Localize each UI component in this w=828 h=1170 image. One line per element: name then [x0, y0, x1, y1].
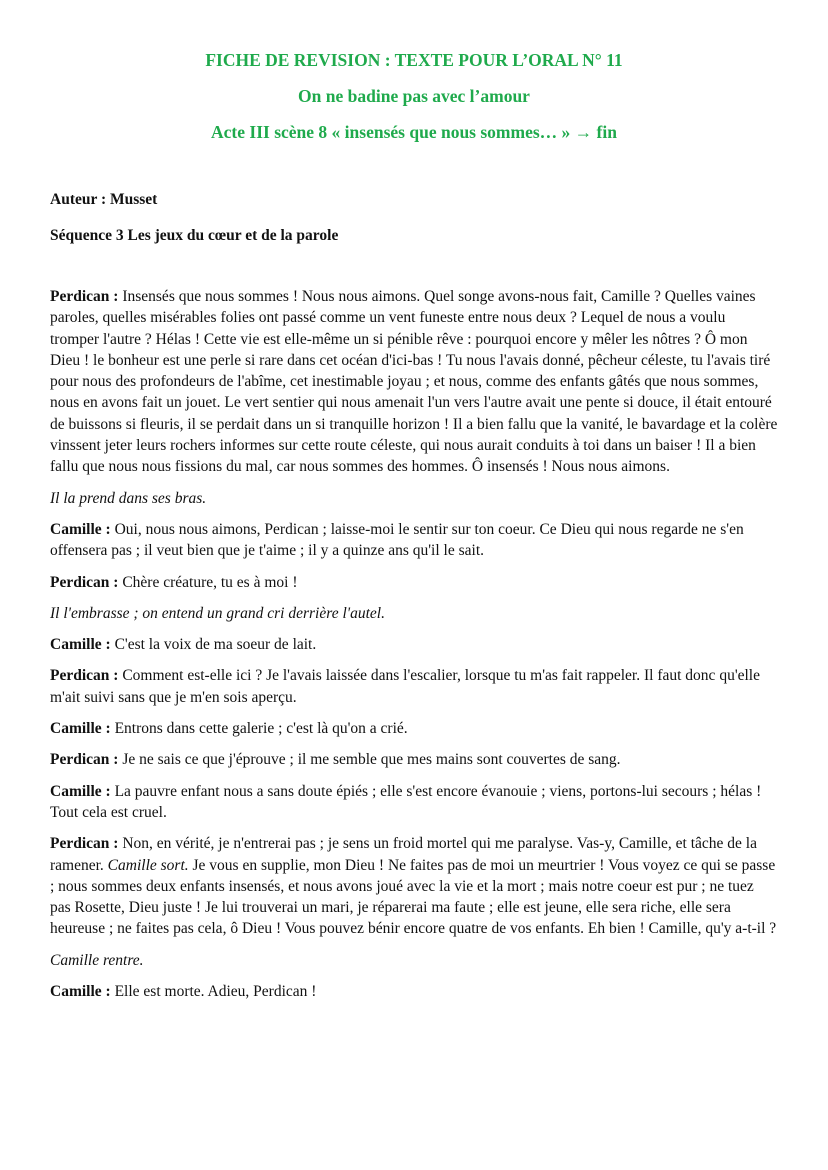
speaker: Perdican : [50, 751, 119, 769]
work-title: On ne badine pas avec l’amour [298, 86, 530, 106]
line-text: Comment est-elle ici ? Je l'avais laissée dans l'escalier, lorsque tu m'as fait rappeler. Il faut donc qu'elle m'ait suivi sans que je m'en sois aperçu. [50, 667, 760, 706]
line-text: Oui, nous nous aimons, Perdican ; laisse-moi le sentir sur ton coeur. Ce Dieu qui nous regarde ne s'en offensera pas ; il veut bien que je t'aime ; il y a quinze ans qu'il le sait. [50, 520, 744, 560]
play-extract [50, 286, 778, 1012]
line-text: Insensés que nous sommes ! Nous nous aimons. Quel songe avons-nous fait, Camille ? Quelles vaines paroles, quelles misérables folies ont passé comme un vent funeste entre nous deux ? Lequel de nous a voulu tromper l'autre ? Hélas ! Cette vie est elle-même un si pénible rêve : pourquoi encore y mêler les nôtres ? Ô mon Dieu ! le bonheur est une perle si rare dans cet océan d'ici-bas ! Tu nous l'avais donné, pêcheur céleste, tu l'avais tiré pour nous des profondeurs de l'abîme, cet inestimable joyau ; et nous, comme des enfants gâtés que nous sommes, nous en avons fait un jouet. Le vert sentier qui nous amenait l'un vers l'autre avait une pente si douce, il était entouré de buissons si fleuris, il se perdait dans un si tranquille horizon ! Il a bien fallu que la vanité, le bavardage et la colère vinssent jeter leurs rochers informes sur cette route céleste, qui nous aurait conduits à toi dans un baiser ! Il a bien fallu que nous nous fissions du mal, car nous sommes des hommes. Ô insensés ! Nous nous aimons. [50, 288, 778, 476]
dialogue-line [50, 572, 778, 593]
speaker: Camille : [50, 720, 111, 738]
line-text: C'est la voix de ma soeur de lait. [110, 636, 317, 654]
line-text: La pauvre enfant nous a sans doute épiés ; elle s'est encore évanouie ; viens, portons-lui secours ; hélas ! Tout cela est cruel. [50, 782, 762, 821]
author: Auteur : Musset [50, 191, 158, 208]
line-text-continued: Je vous en supplie, mon Dieu ! Ne faites pas de moi un meurtrier ! Vous voyez ce qui se passe ; nous sommes deux enfants insensés, et nous avons joué avec la vie et la mort ; mais notre coeur est pur ; ne tuez pas Rosette, Dieu juste ! Je lui trouverai un mari, je réparerai ma faute ; elle est jeune, elle sera riche, elle sera heureuse ; ne faites pas cela, ô Dieu ! Vous pouvez bénir encore quatre de vos enfants. Eh bien ! Camille, qu'y a-t-il ? [50, 856, 777, 938]
sequence: Séquence 3 Les jeux du cœur et de la parole [50, 227, 339, 244]
speaker: Perdican : [50, 835, 119, 853]
line-text: Entrons dans cette galerie ; c'est là qu'on a crié. [110, 720, 408, 738]
speaker: Camille : [50, 636, 111, 654]
speaker: Perdican : [50, 573, 119, 591]
stage-direction: Il l'embrasse ; on entend un grand cri derrière l'autel. [50, 604, 385, 622]
dialogue-line [50, 781, 778, 824]
document-meta [50, 190, 338, 262]
document-header [0, 48, 828, 156]
speaker: Perdican : [50, 667, 119, 685]
document-title: FICHE DE REVISION : TEXTE POUR L’ORAL N° 11 [205, 50, 623, 70]
inline-stage-direction: Camille sort. [107, 856, 189, 874]
dialogue-line [50, 665, 778, 708]
line-text: Chère créature, tu es à moi ! [118, 573, 298, 591]
stage-direction: Il la prend dans ses bras. [50, 489, 207, 507]
dialogue-line [50, 718, 778, 739]
speaker: Perdican : [50, 288, 119, 305]
line-text: Non, en vérité, je n'entrerai pas ; je sens un froid mortel qui me paralyse. Vas-y, Camille, et tâche de la ramener. [50, 835, 757, 874]
speaker: Camille : [50, 782, 111, 800]
dialogue-line [50, 286, 778, 478]
dialogue-line [50, 634, 778, 655]
line-text: Elle est morte. Adieu, Perdican ! [110, 983, 317, 1001]
line-text: Je ne sais ce que j'éprouve ; il me semble que mes mains sont couvertes de sang. [118, 751, 621, 769]
speaker: Camille : [50, 983, 111, 1001]
dialogue-line [50, 749, 778, 770]
dialogue-line [50, 833, 778, 939]
extract-title: Acte III scène 8 « insensés que nous sommes… » → fin [211, 122, 617, 142]
stage-direction: Camille rentre. [50, 951, 144, 969]
speaker: Camille : [50, 520, 111, 538]
dialogue-line [50, 519, 778, 562]
dialogue-line [50, 981, 778, 1002]
